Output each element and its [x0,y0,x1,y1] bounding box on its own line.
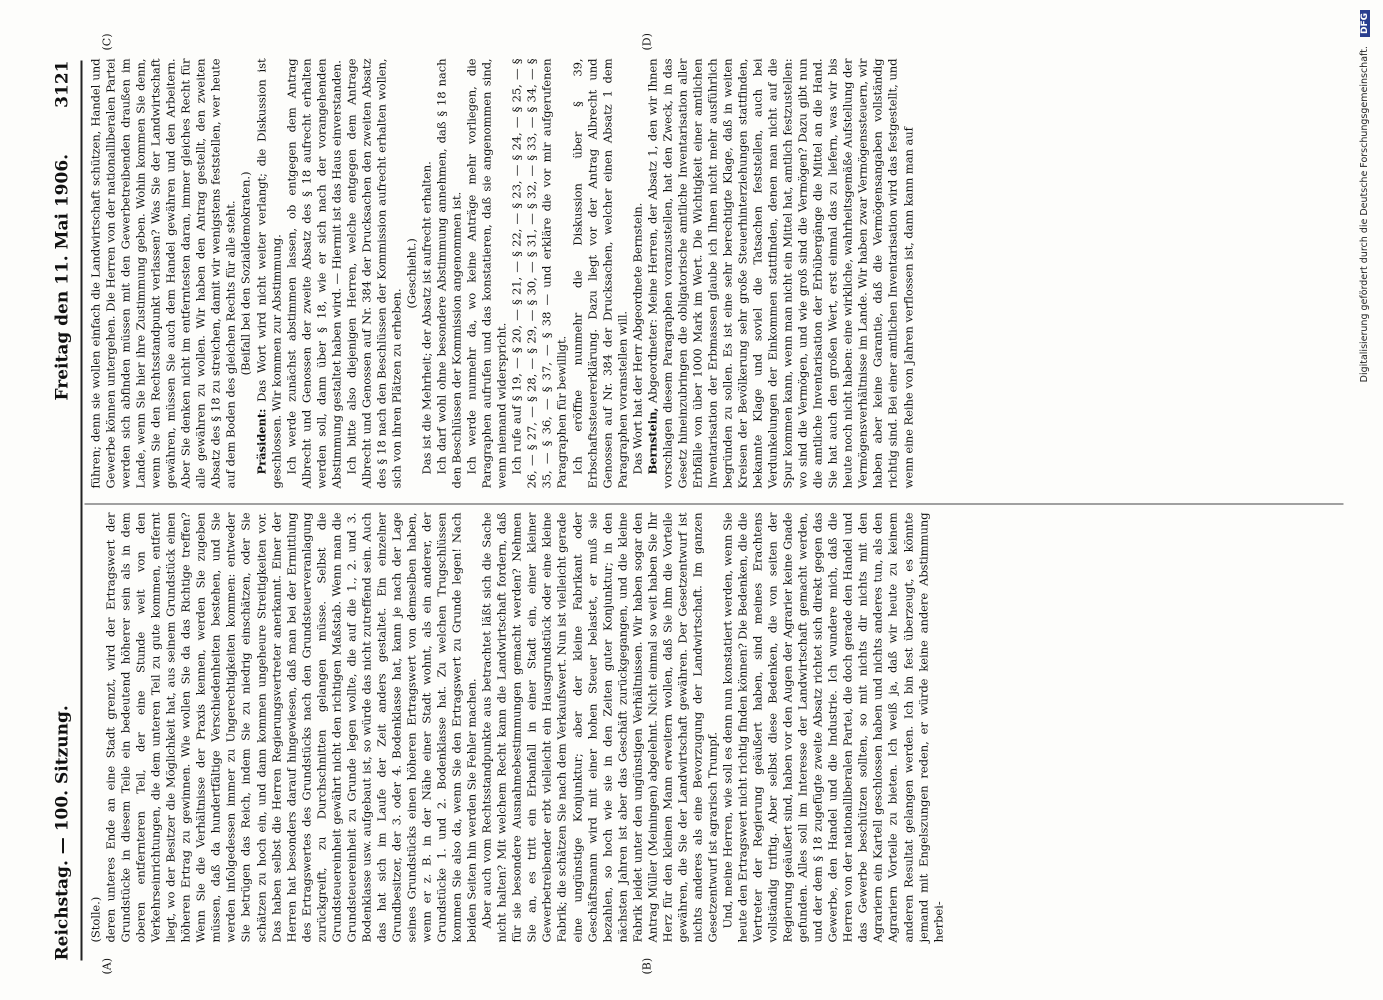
paragraph: deren unteres Ende an eine Stadt grenzt, wird der Ertragswert der Grundstücke in diesem Teile ein bedeutend höherer sein als in dem oberen entfernteren Teil, der eine Stunde weit von den Verkehrseinrichtungen, die dem unteren Teil zu gute kommen, entfernt liegt, wo der Besitzer die Möglichkeit hat, aus seinem Grundstück einen höheren Ertrag zu gewinnen. Wie wollen Sie da das Richtige treffen? Wenn Sie die Verhältnisse der Praxis kennen, werden Sie zugeben müssen, daß da hundertfältige Verschiedenheiten bestehen, und Sie werden infolgedessen immer zu Ungerechtigkeiten kommen: entweder Sie betrügen das Reich, indem Sie zu niedrig einschätzen, oder Sie schätzen zu hoch ein, und dann kommen ungeheure Streitigkeiten vor. Das haben selbst die Herren Regierungsvertreter anerkannt. Einer der Herren hat besonders darauf hingewiesen, daß man bei der Ermittlung des Ertragswertes des Grundstücks nach den Grundsteuerveranlagung zurückgreift, zu Durchschnitten gelangen müsse. Selbst die Grundsteuereinheit gewährt nicht den richtigen Maßstab. Wenn man die Grundsteuereinheit zu Grunde legen wollte, die auf die 1., 2. und 3. Bodenklasse usw. aufgebaut ist, so würde das nicht zutreffend sein. Auch das hat sich im Laufe der Zeit anders gestaltet. Ein einzelner Grundbesitzer, der 3. oder 4. Bodenklasse hat, kann je nach der Lage seines Grundstücks einen höheren Ertragswert von demselben haben, wenn er z. B. in der Nähe einer Stadt wohnt, als ein anderer, der Grundstücke 1. und 2. Bodenklasse hat. Zu welchen Trugschlüssen kommen Sie also da, wenn Sie den Ertragswert zu Grunde legen! Nach beiden Seiten hin werden Sie Fehler machen. [103,512,479,942]
digitization-credit [1359,10,1377,990]
paragraph: Ich werde nunmehr da, wo keine Anträge mehr vorliegen, die Paragraphen aufrufen und das konstatieren, daß sie angenommen sind, wenn niemand widerspricht. [464,58,509,488]
header-page-number: 3121 [52,60,72,108]
paragraph: führen; denn sie wollen einfach die Landwirtschaft schützen, Handel und Gewerbe können untergehen. Die Herren von der nationalliberalen Partei werden sich abfinden müssen mit den Gewerbetreibenden draußen im Lande, wenn Sie hier ihre Zustimmung geben. Wohin kommen Sie denn, wenn Sie den Rechtsstandpunkt verlassen? Was Sie der Landwirtschaft gewähren, müssen Sie auch dem Handel gewähren und den Arbeitern. Aber Sie denken nicht im entferntesten daran, immer gleiches Recht für alle gewähren zu wollen. Wir haben den Antrag gestellt, den zweiten Absatz des § 18 zu streichen, damit wir wenigstens feststellen, wer heute auf dem Boden des gleichen Rechts für alle steht. [88,58,238,488]
president-text: Das Wort wird nicht weiter verlangt; die Diskussion ist geschlossen. Wir kommen zur Abstimmung. [253,58,283,488]
speaker-statement [645,58,916,488]
speaker-continuation: (Stolle.) [88,896,102,942]
credit-text: Digitalisierung gefördert durch die Deutsche Forschungsgemeinschaft. [1359,46,1370,383]
speaker-role: Abgeordneter: [644,318,659,403]
speaker-name: Bernstein, [644,407,659,474]
paragraph: Ich darf wohl ohne besondere Abstimmung annehmen, daß § 18 nach den Beschlüssen der Kommission angenommen ist. [434,58,464,488]
paragraph: Ich bitte also diejenigen Herren, welche entgegen dem Antrage Albrecht und Genossen auf Nr. 384 der Drucksachen den zweiten Absatz des § 18 nach den Beschlüssen der Kommission aufrecht erhalten wollen, sich von ihren Plätzen zu erheben. [343,58,403,488]
margin-marker-b: (B) [640,957,653,974]
paragraph: Das ist die Mehrheit; der Absatz ist aufrecht erhalten. [419,160,434,474]
paragraph: Ich rufe auf § 19, — § 20, — § 21, — § 22, — § 23, — § 24, — § 25, — § 26, — § 27, — § 28, — § 29, — § 30, — § 31, — § 32, — § 33, — § 34, — § 35, — § 36, — § 37, — § 38 — und erkläre die vor mir aufgerufenen Paragraphen für bewilligt. [509,58,569,488]
action-note: (Geschieht.) [403,237,418,309]
paragraph: Ich eröffne nunmehr die Diskussion über § 39, Erbschaftssteuererklärung. Dazu liegt vor der Antrag Albrecht und Genossen auf Nr. 384 der Drucksachen, welcher einen Absatz 1 dem Paragraphen voranstellen will. [569,58,629,488]
header-date: Freitag den 11. Mai 1906. [52,153,72,400]
paragraph: Das Wort hat der Herr Abgeordnete Bernstein. [629,202,644,474]
applause-note: (Beifall bei den Sozialdemokraten.) [238,171,253,375]
president-statement [254,58,284,488]
right-text-column [88,58,916,488]
margin-marker-a: (A) [100,957,113,974]
speaker-text: Meine Herren, der Absatz 1, den wir Ihnen vorschlagen diesem Paragraphen voranzustellen, hat den Zweck, in das Gesetz hineinzubringen die obligatorische amtliche Inventarisation aller Erbfälle von über 1000 Mark im Wert. Die Wichtigkeit einer amtlichen Inventarisation der Erbmassen glaube ich Ihnen nicht mehr ausführlich begründen zu sollen. Es ist eine sehr berechtigte Klage, daß in weiten Kreisen der Bevölkerung sehr große Steuerhinterziehungen stattfinden, bekannte Klage und soviel die Tatsachen feststellen, auch bei Verdunkelungen der Einkommen stattfinden, denen man nicht auf die Spur kommen kann, wenn man nicht ein Mittel hat, amtlich festzustellen: wo sind die Vermögen, und wie groß sind die Vermögen? Dazu gibt nun die amtliche Inventarisation der Erbübergänge die Mittel an die Hand. Sie hat auch den großen Wert, erst einmal das zu liefern, was wir bis heute noch nicht haben: eine wirkliche, wahrheitsgemäße Aufstellung der Vermögensverhältnisse im Lande. Wir haben zwar Vermögenssteuern, wir haben aber keine Garantie, daß die Vermögensangaben vollständig richtig sind. Bei einer amtlichen Inventarisation wird das festgestellt, und wenn eine Reihe von Jahren verflossen ist, dann kann man auf [644,58,915,488]
margin-marker-c: (C) [100,33,113,50]
paragraph: Und, meine Herren, wie soll es denn nun konstatiert werden, wenn Sie heute den Ertragswert nicht richtig finden können? Die Bedenken, die die Vertreter der Regierung geäußert haben, sind meines Erachtens vollständig triftig. Aber selbst diese Bedenken, die von seiten der Regierung geäußert sind, haben vor den Augen der Agrarier keine Gnade gefunden. Alles soll im Interesse der Landwirtschaft gemacht werden, und der dem § 18 zugefügte zweite Absatz richtet sich direkt gegen das Gewerbe, den Handel und die Industrie. Ich wundere mich, daß die Herren von der nationalliberalen Partei, die doch gerade den Handel und das Gewerbe beschützen sollten, so mit nichts dir nichts mit den Agrariern ein Kartell geschlossen haben und nichts anderes tun, als den Agrariern Vorteile zu bieten. Ich weiß ja, daß wir heute zu keinem anderen Resultat gelangen werden. Ich bin fest überzeugt, es könnte jemand mit Engelszungen reden, er würde keine andere Abstimmung herbei- [719,512,945,942]
margin-marker-d: (D) [640,32,653,50]
dfg-logo: DFG [1360,10,1370,37]
column-divider [84,503,1343,504]
president-label: Präsident: [253,408,268,474]
header-rule [80,60,82,960]
header-session-title: Reichstag. — 100. Sitzung. [52,704,72,960]
paragraph: Ich werde zunächst abstimmen lassen, ob entgegen dem Antrag Albrecht und Genossen der zweite Absatz des § 18 aufrecht erhalten werden soll, dann über § 18, wie er sich nach der vorangehenden Abstimmung gestaltet haben wird. — Hiermit ist das Haus einverstanden. [283,58,343,488]
left-text-column [88,512,946,942]
page-header [52,40,78,960]
paragraph: Aber auch vom Rechtsstandpunkte aus betrachtet läßt sich die Sache nicht halten? Mit welchem Recht kann die Landwirtschaft fordern, daß für sie besondere Ausnahmebestimmungen gemacht werden? Nehmen Sie an, es tritt ein Erbanfall in einer Stadt ein, einer kleiner Gewerbetreibender erbt vielleicht ein Hausgrundstück oder eine kleine Fabrik; die schätzen Sie nach dem Verkaufswert. Nun ist vielleicht gerade eine ungünstige Konjunktur; aber der kleine Fabrikant oder Geschäftsmann wird mit einer hohen Steuer belastet, er muß sie bezahlen, so hoch wie sie in den Zeiten guter Konjunktur; in den nächsten Jahren ist aber das Geschäft zurückgegangen, und die kleine Fabrik leidet unter den ungünstigen Verhältnissen. Wir haben sogar den Antrag Müller (Meiningen) abgelehnt. Nicht einmal so weit haben Sie Ihr Herz für den kleinen Mann erweitern wollen, daß Sie ihm die Vorteile gewähren, die Sie der Landwirtschaft gewähren. Der Gesetzentwurf ist nichts anderes als eine Bevorzugung der Landwirtschaft. Im ganzen Gesetzentwurf ist agrarisch Trumpf. [479,512,719,942]
